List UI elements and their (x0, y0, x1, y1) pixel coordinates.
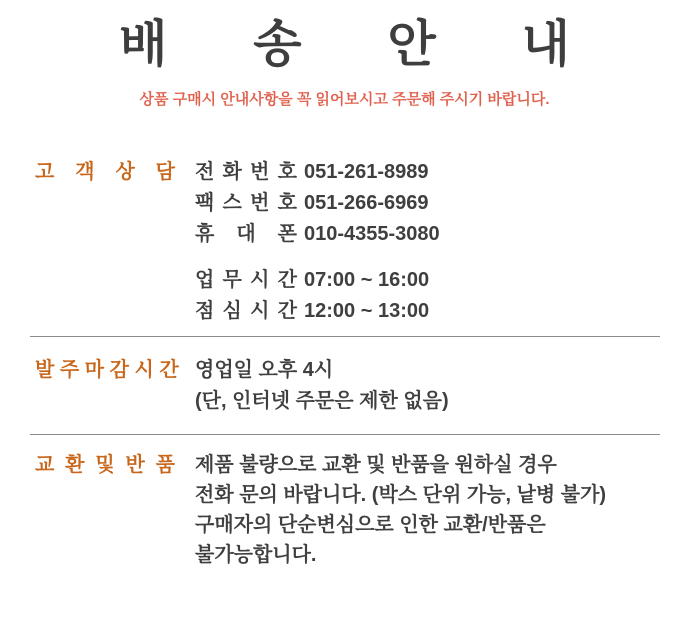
contact-row-mobile (195, 219, 440, 250)
phone-number: 051-261-8989 (304, 161, 429, 183)
exchange-policy-line: 구매자의 단순변심으로 인한 교환/반품은 (195, 514, 546, 536)
order-deadline-content (195, 355, 449, 417)
deadline-note-line: (단, 인터넷 주문은 제한 없음) (195, 390, 449, 412)
contact-row-phone (195, 157, 440, 188)
contact-field-label: 팩 스 번 호 (195, 192, 297, 214)
exchange-policy-line: 전화 문의 바랍니다. (박스 단위 가능, 낱병 불가) (195, 484, 607, 506)
page-subtitle: 상품 구매시 안내사항을 꼭 읽어보시고 주문해 주시기 바랍니다. (139, 91, 550, 108)
customer-service-content (195, 157, 440, 327)
business-hours: 07:00 ~ 16:00 (304, 269, 430, 291)
deadline-line: 영업일 오후 4시 (195, 359, 334, 381)
section-divider (30, 336, 660, 337)
page-title: 배 송 안 내 (119, 16, 606, 72)
section-label-order-deadline: 발 주 마 감 시 간 (35, 359, 179, 381)
spacer (195, 250, 440, 265)
hours-row-business (195, 265, 440, 296)
exchange-policy-line: 제품 불량으로 교환 및 반품을 원하실 경우 (195, 454, 557, 476)
exchange-policy-line: 불가능합니다. (195, 544, 317, 566)
section-label-exchange-return: 교 환 및 반 품 (35, 454, 175, 476)
fax-number: 051-266-6969 (304, 192, 429, 214)
hours-field-label: 업 무 시 간 (195, 269, 297, 291)
lunch-hours: 12:00 ~ 13:00 (304, 300, 430, 322)
section-customer-service (0, 157, 689, 327)
mobile-number: 010-4355-3080 (304, 223, 440, 245)
hours-row-lunch (195, 296, 440, 327)
contact-field-label: 전 화 번 호 (195, 161, 297, 183)
section-label-customer-service: 고 객 상 담 (35, 161, 175, 183)
contact-row-fax (195, 188, 440, 219)
exchange-return-content (195, 450, 606, 570)
hours-field-label: 점 심 시 간 (195, 300, 297, 322)
section-divider (30, 434, 660, 435)
contact-field-label: 휴 대 폰 (195, 223, 297, 245)
section-exchange-return (0, 450, 689, 570)
section-order-deadline (0, 355, 689, 417)
